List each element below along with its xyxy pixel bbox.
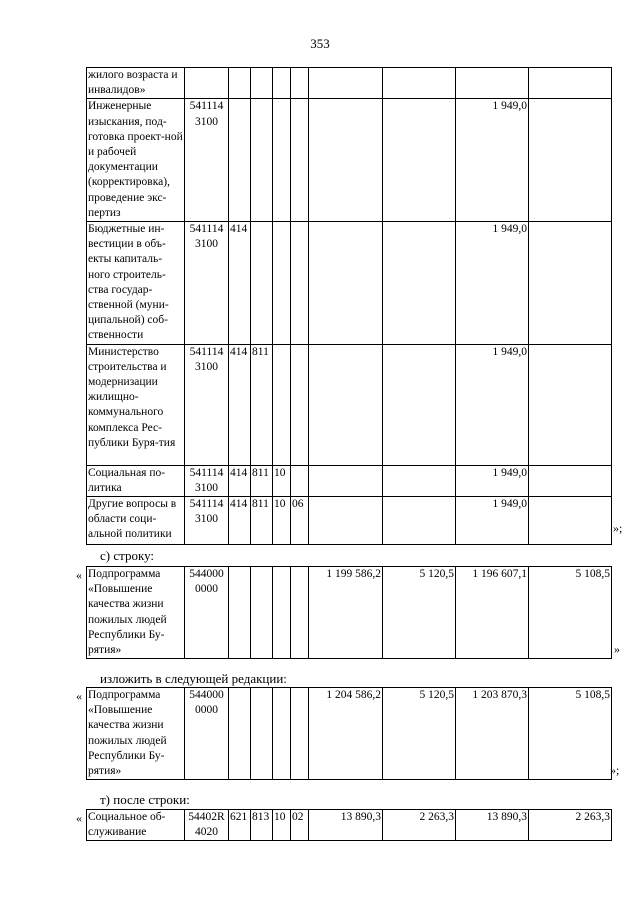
row-pr xyxy=(291,688,309,780)
row-sum-2 xyxy=(383,222,456,345)
row-gr: 811 xyxy=(251,497,273,545)
row-sum-3: 1 949,0 xyxy=(456,99,529,222)
row-name: Социальное об-служивание xyxy=(87,810,185,841)
row-rz: 10 xyxy=(273,465,291,496)
budget-table-new-row xyxy=(86,687,612,780)
opening-quote: « xyxy=(76,811,82,825)
table-row xyxy=(87,810,612,841)
row-sum-3: 13 890,3 xyxy=(456,810,529,841)
opening-quote: « xyxy=(76,568,82,582)
row-gr xyxy=(251,567,273,659)
row-gr xyxy=(251,99,273,222)
row-sum-4 xyxy=(529,99,612,222)
budget-table-continuation xyxy=(86,67,612,545)
row-pr xyxy=(291,222,309,345)
budget-table-after-row xyxy=(86,809,612,841)
row-sum-1 xyxy=(309,465,383,496)
opening-quote: « xyxy=(76,689,82,703)
table-row xyxy=(87,465,612,496)
row-gr xyxy=(251,688,273,780)
row-sum-1: 1 204 586,2 xyxy=(309,688,383,780)
table-row xyxy=(87,68,612,99)
budget-table-old-row xyxy=(86,566,612,659)
row-vr xyxy=(229,68,251,99)
row-rz xyxy=(273,567,291,659)
row-sum-4 xyxy=(529,222,612,345)
row-vr: 414 xyxy=(229,222,251,345)
row-sum-1 xyxy=(309,68,383,99)
row-sum-4 xyxy=(529,497,612,545)
row-sum-2: 5 120,5 xyxy=(383,567,456,659)
row-sum-2 xyxy=(383,465,456,496)
row-sum-1: 13 890,3 xyxy=(309,810,383,841)
row-pr: 06 xyxy=(291,497,309,545)
row-csr: 54402R 4020 xyxy=(185,810,229,841)
row-name: Министерство строительства и модернизации жилищно-коммунального комплекса Рес-публики Буря-тия xyxy=(87,344,185,465)
row-name: Подпрограмма «Повышение качества жизни пожилых людей Республики Бу-рятия» xyxy=(87,567,185,659)
section-new-label: изложить в следующей редакции: xyxy=(100,671,287,686)
row-sum-1 xyxy=(309,344,383,465)
row-sum-4: 5 108,5 xyxy=(529,688,612,780)
row-name: Другие вопросы в области соци-альной политики xyxy=(87,497,185,545)
row-sum-3: 1 203 870,3 xyxy=(456,688,529,780)
row-sum-2: 5 120,5 xyxy=(383,688,456,780)
row-sum-3: 1 196 607,1 xyxy=(456,567,529,659)
row-csr: 544000 0000 xyxy=(185,688,229,780)
row-sum-2 xyxy=(383,99,456,222)
row-sum-4: 5 108,5 xyxy=(529,567,612,659)
row-name: Социальная по-литика xyxy=(87,465,185,496)
row-sum-2 xyxy=(383,344,456,465)
row-sum-3 xyxy=(456,68,529,99)
row-sum-4 xyxy=(529,344,612,465)
row-sum-3: 1 949,0 xyxy=(456,344,529,465)
row-gr xyxy=(251,222,273,345)
row-rz: 10 xyxy=(273,497,291,545)
row-rz xyxy=(273,222,291,345)
row-sum-2 xyxy=(383,68,456,99)
row-csr: 541114 3100 xyxy=(185,497,229,545)
section-t-label: т) после строки: xyxy=(100,792,190,807)
table-row xyxy=(87,99,612,222)
row-pr xyxy=(291,99,309,222)
row-pr xyxy=(291,567,309,659)
row-name: Подпрограмма «Повышение качества жизни пожилых людей Республики Бу-рятия» xyxy=(87,688,185,780)
row-sum-4 xyxy=(529,68,612,99)
row-pr xyxy=(291,68,309,99)
row-csr: 541114 3100 xyxy=(185,344,229,465)
row-sum-1 xyxy=(309,222,383,345)
row-sum-3: 1 949,0 xyxy=(456,465,529,496)
row-rz xyxy=(273,68,291,99)
row-gr: 811 xyxy=(251,465,273,496)
row-rz xyxy=(273,344,291,465)
row-sum-1 xyxy=(309,99,383,222)
row-csr: 544000 0000 xyxy=(185,567,229,659)
row-pr xyxy=(291,344,309,465)
row-pr: 02 xyxy=(291,810,309,841)
row-sum-2 xyxy=(383,497,456,545)
row-sum-3: 1 949,0 xyxy=(456,222,529,345)
row-pr xyxy=(291,465,309,496)
row-vr xyxy=(229,99,251,222)
row-sum-3: 1 949,0 xyxy=(456,497,529,545)
row-name: Инженерные изыскания, под-готовка проект-ной и рабочей документации (корректировка), проведение экс-пертиз xyxy=(87,99,185,222)
row-vr xyxy=(229,688,251,780)
row-sum-2: 2 263,3 xyxy=(383,810,456,841)
row-sum-4 xyxy=(529,465,612,496)
table-row xyxy=(87,222,612,345)
row-csr: 541114 3100 xyxy=(185,99,229,222)
closing-quote: » xyxy=(614,642,620,656)
row-vr: 414 xyxy=(229,344,251,465)
table-row xyxy=(87,344,612,465)
row-rz xyxy=(273,99,291,222)
table-row xyxy=(87,497,612,545)
row-sum-4: 2 263,3 xyxy=(529,810,612,841)
row-vr: 414 xyxy=(229,497,251,545)
row-sum-1 xyxy=(309,497,383,545)
row-csr xyxy=(185,68,229,99)
row-gr: 813 xyxy=(251,810,273,841)
row-gr xyxy=(251,68,273,99)
row-vr xyxy=(229,567,251,659)
row-rz: 10 xyxy=(273,810,291,841)
closing-quote: »; xyxy=(613,521,623,535)
table-row xyxy=(87,567,612,659)
row-rz xyxy=(273,688,291,780)
row-sum-1: 1 199 586,2 xyxy=(309,567,383,659)
row-csr: 541114 3100 xyxy=(185,222,229,345)
row-csr: 541114 3100 xyxy=(185,465,229,496)
page-number: 353 xyxy=(310,36,330,51)
closing-quote: »; xyxy=(610,763,620,777)
row-gr: 811 xyxy=(251,344,273,465)
table-row xyxy=(87,688,612,780)
row-vr: 414 xyxy=(229,465,251,496)
row-vr: 621 xyxy=(229,810,251,841)
section-c-label: с) строку: xyxy=(100,548,155,563)
row-name: Бюджетные ин-вестиции в объ-екты капиталь-ного строитель-ства государ-ственной (муни-ципальной) соб-ственности xyxy=(87,222,185,345)
row-name: жилого возраста и инвалидов» xyxy=(87,68,185,99)
